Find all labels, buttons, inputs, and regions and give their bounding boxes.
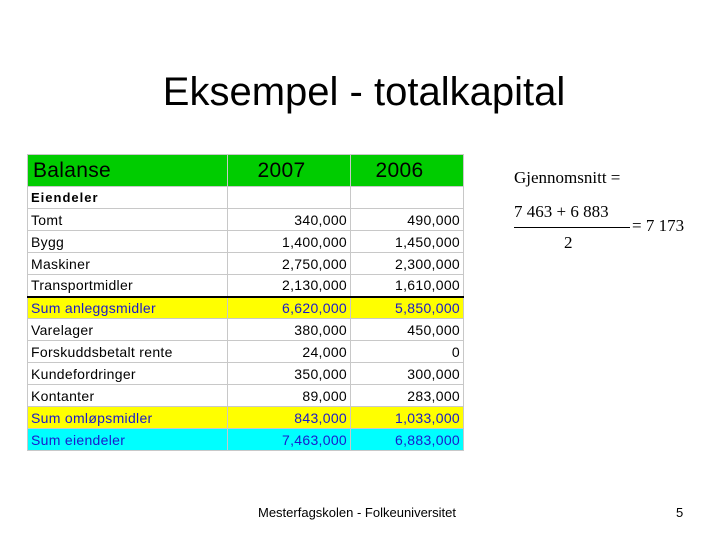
value-2006: 6,883,000 xyxy=(351,429,464,451)
table-row xyxy=(28,253,464,275)
value-2006: 5,850,000 xyxy=(351,297,464,319)
formula-label: Gjennomsnitt = xyxy=(514,168,621,187)
table-row xyxy=(28,275,464,297)
row-label: Bygg xyxy=(28,231,228,253)
value-2007: 6,620,000 xyxy=(228,297,351,319)
sum-row-anleggsmidler xyxy=(28,297,464,319)
header-2006: 2006 xyxy=(351,155,464,187)
value-2007: 350,000 xyxy=(228,363,351,385)
fraction-bar xyxy=(514,227,630,228)
value-2006: 300,000 xyxy=(351,363,464,385)
page-number: 5 xyxy=(676,505,684,520)
table-row xyxy=(28,319,464,341)
value-2006: 1,033,000 xyxy=(351,407,464,429)
sum-row-eiendeler xyxy=(28,429,464,451)
value-2007: 24,000 xyxy=(228,341,351,363)
header-balanse: Balanse xyxy=(28,155,228,187)
row-label: Transportmidler xyxy=(28,275,228,297)
table-row xyxy=(28,363,464,385)
table-row xyxy=(28,385,464,407)
sum-row-omlopsmidler xyxy=(28,407,464,429)
table-subheader-row xyxy=(28,187,464,209)
value-2007: 1,400,000 xyxy=(228,231,351,253)
table-header-row xyxy=(28,155,464,187)
value-2007: 2,750,000 xyxy=(228,253,351,275)
value-2007: 2,130,000 xyxy=(228,275,351,297)
value-2006: 1,610,000 xyxy=(351,275,464,297)
row-label: Kontanter xyxy=(28,385,228,407)
row-label: Forskuddsbetalt rente xyxy=(28,341,228,363)
value-2006: 1,450,000 xyxy=(351,231,464,253)
value-2007: 7,463,000 xyxy=(228,429,351,451)
value-2006: 283,000 xyxy=(351,385,464,407)
header-2007: 2007 xyxy=(228,155,351,187)
row-label: Sum omløpsmidler xyxy=(28,407,228,429)
value-2007: 843,000 xyxy=(228,407,351,429)
table-row xyxy=(28,341,464,363)
formula-numerator: 7 463 + 6 883 xyxy=(514,202,609,221)
formula-result: = 7 173 xyxy=(632,216,685,235)
value-2007: 340,000 xyxy=(228,209,351,231)
balance-table xyxy=(27,154,464,451)
subheader-eiendeler: Eiendeler xyxy=(28,187,228,209)
row-label: Sum eiendeler xyxy=(28,429,228,451)
value-2006: 0 xyxy=(351,341,464,363)
value-2006: 490,000 xyxy=(351,209,464,231)
value-2007: 380,000 xyxy=(228,319,351,341)
value-2007: 89,000 xyxy=(228,385,351,407)
slide-title: Eksempel - totalkapital xyxy=(162,70,566,114)
footer-text: Mesterfagskolen - Folkeuniversitet xyxy=(258,505,456,520)
table-row xyxy=(28,231,464,253)
row-label: Maskiner xyxy=(28,253,228,275)
formula-denominator: 2 xyxy=(564,233,573,252)
value-2006: 2,300,000 xyxy=(351,253,464,275)
row-label: Varelager xyxy=(28,319,228,341)
row-label: Sum anleggsmidler xyxy=(28,297,228,319)
table-row xyxy=(28,209,464,231)
value-2006: 450,000 xyxy=(351,319,464,341)
row-label: Kundefordringer xyxy=(28,363,228,385)
row-label: Tomt xyxy=(28,209,228,231)
